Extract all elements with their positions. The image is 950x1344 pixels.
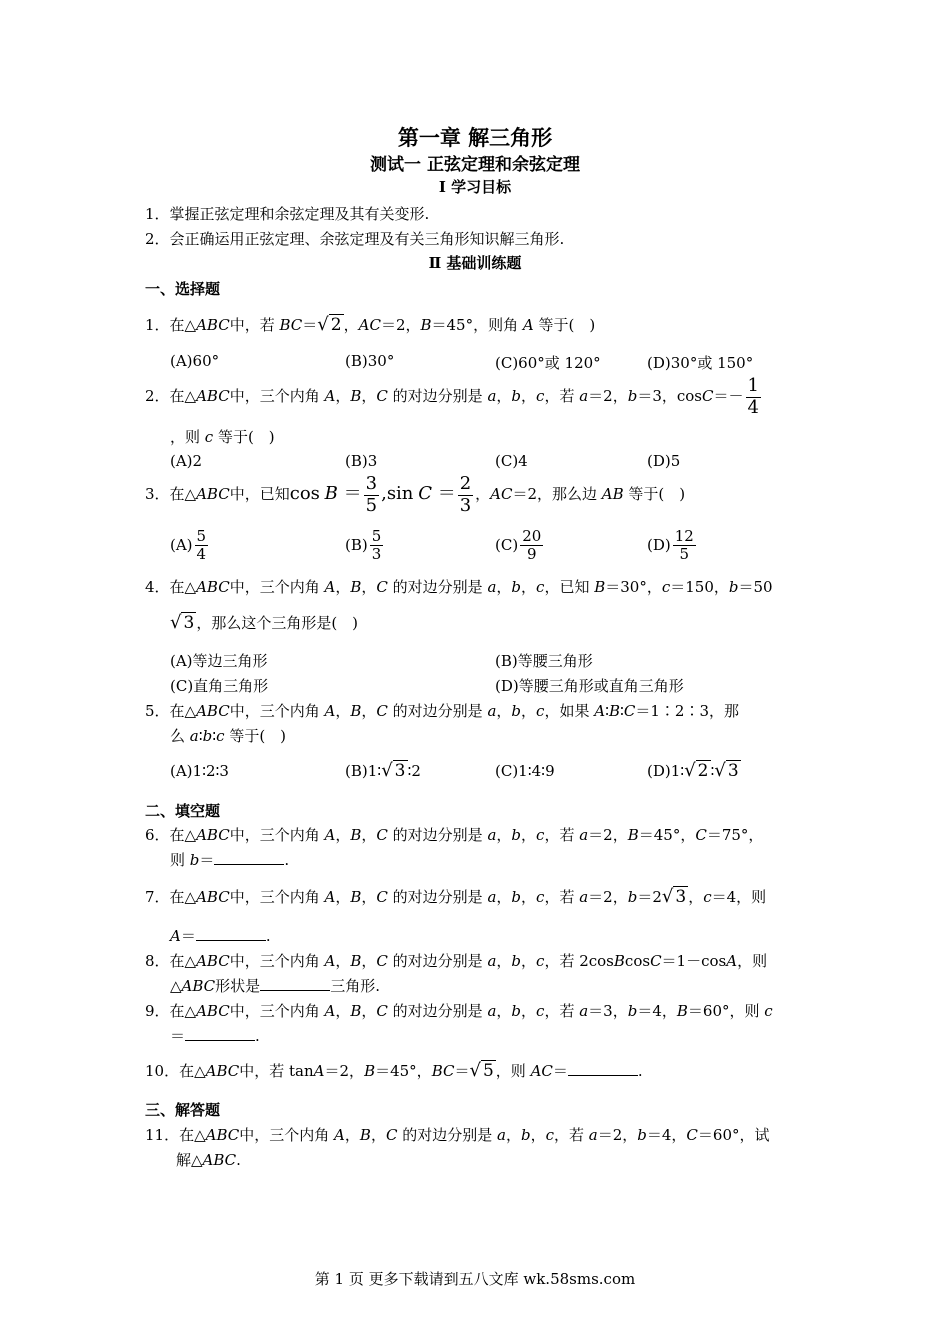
section-answer: 三、解答题 [145, 1101, 221, 1119]
goals-heading: Ⅰ 学习目标 [438, 178, 512, 196]
q3-option-d: (D) $\frac{12}{5}$ [647, 527, 694, 564]
question-8: 8．在△ABC中，三个内角 A，B，C 的对边分别是 a，b，c，若 2cosBcosC＝1－cosA，则 [145, 952, 768, 970]
q1-option-c: (C)60°或 120° [495, 354, 601, 372]
sqrt-5: √ 5 [469, 1060, 494, 1081]
answer-blank[interactable] [568, 1063, 638, 1076]
question-7-cont: A＝ . [170, 927, 271, 945]
q1-option-d: (D)30°或 150° [647, 354, 754, 372]
question-9-cont: ＝ . [170, 1027, 260, 1045]
goal-2: 2．会正确运用正弦定理、余弦定理及有关三角形知识解三角形. [145, 230, 565, 248]
sqrt-2: √ 2 [317, 314, 342, 335]
question-11: 11．在△ABC中，三个内角 A，B，C 的对边分别是 a，b，c，若 a＝2，b＝4，C＝60°，试 [145, 1126, 770, 1144]
q4-option-d: (D)等腰三角形或直角三角形 [495, 677, 684, 695]
question-9: 9．在△ABC中，三个内角 A，B，C 的对边分别是 a，b，c，若 a＝3，b＝4，B＝60°，则 c [145, 1002, 773, 1020]
question-5: 5．在△ABC中，三个内角 A，B，C 的对边分别是 a，b，c，如果 A∶B∶C＝1∶2∶3，那 [145, 702, 740, 720]
question-6: 6．在△ABC中，三个内角 A，B，C 的对边分别是 a，b，c，若 a＝2，B＝45°，C＝75°， [145, 826, 764, 844]
goal-1: 1．掌握正弦定理和余弦定理及其有关变形. [145, 205, 430, 223]
question-6-cont: 则 b＝ . [170, 851, 290, 869]
q5-option-b: (B)1∶√ 3 ∶2 [345, 760, 421, 781]
q3-option-c: (C) $\frac{20}{9}$ [495, 527, 542, 564]
fraction-1-4: $\frac{1}{4}$ [747, 375, 759, 418]
question-3: 3．在△ABC中，已知cos B ＝ $\frac{3}{5}$ ,sin C ＝ $\frac{2}{3}$ ，AC＝2，那么边 AB 等于( ) [145, 473, 686, 516]
q5-option-d: (D)1∶√ 2 ∶√ 3 [647, 760, 739, 781]
question-5-cont: 么 a∶b∶c 等于( ) [170, 727, 287, 745]
q2-option-a: (A)2 [170, 452, 203, 470]
answer-blank[interactable] [196, 928, 266, 941]
question-8-cont: △ABC形状是 三角形. [170, 977, 380, 995]
answer-blank[interactable] [260, 978, 330, 991]
question-11-cont: 解△ABC. [176, 1151, 241, 1169]
q3-option-b: (B) $\frac{5}{3}$ [345, 527, 382, 564]
question-1: 1．在△ABC中，若 BC＝√ 2 ，AC＝2，B＝45°，则角 A 等于( ) [145, 314, 596, 335]
section-fill: 二、填空题 [145, 802, 221, 820]
q4-option-b: (B)等腰三角形 [495, 652, 593, 670]
test-title: 测试一 正弦定理和余弦定理 [370, 155, 580, 175]
q1-option-a: (A)60° [170, 352, 220, 370]
q5-option-c: (C)1∶4∶9 [495, 762, 555, 780]
answer-blank[interactable] [185, 1028, 255, 1041]
question-2-cont: ，则 c 等于( ) [170, 428, 275, 446]
q4-option-c: (C)直角三角形 [170, 677, 269, 695]
page-footer: 第 1 页 更多下载请到五八文库 wk.58sms.com [314, 1270, 636, 1288]
q2-option-c: (C)4 [495, 452, 528, 470]
chapter-title: 第一章 解三角形 [397, 125, 553, 150]
question-2: 2．在△ABC中，三个内角 A，B，C 的对边分别是 a，b，c，若 a＝2，b＝3，cosC＝－ $\frac{1}{4}$ [145, 375, 759, 418]
fraction-3-5: $\frac{3}{5}$ [365, 473, 378, 516]
sqrt-3: √ 3 [170, 612, 195, 633]
sqrt-3: √ 3 [661, 886, 687, 907]
question-10: 10．在△ABC中，若 tanA＝2，B＝45°，BC＝√ 5 ，则 AC＝ . [145, 1060, 643, 1081]
q4-option-a: (A)等边三角形 [170, 652, 268, 670]
q3-option-a: (A) $\frac{5}{4}$ [170, 527, 207, 564]
question-7: 7．在△ABC中，三个内角 A，B，C 的对边分别是 a，b，c，若 a＝2，b＝2√ 3 ，c＝4，则 [145, 886, 767, 907]
q1-option-b: (B)30° [345, 352, 395, 370]
practice-heading: Ⅱ 基础训练题 [428, 254, 522, 272]
question-4-cont: √ 3 ，那么这个三角形是( ) [170, 612, 359, 633]
question-4: 4．在△ABC中，三个内角 A，B，C 的对边分别是 a，b，c，已知 B＝30°，c＝150，b＝50 [145, 578, 773, 596]
answer-blank[interactable] [214, 852, 284, 865]
q2-option-b: (B)3 [345, 452, 378, 470]
fraction-2-3: $\frac{2}{3}$ [459, 473, 472, 516]
q2-option-d: (D)5 [647, 452, 681, 470]
q5-option-a: (A)1∶2∶3 [170, 762, 229, 780]
section-choice: 一、选择题 [145, 280, 221, 298]
